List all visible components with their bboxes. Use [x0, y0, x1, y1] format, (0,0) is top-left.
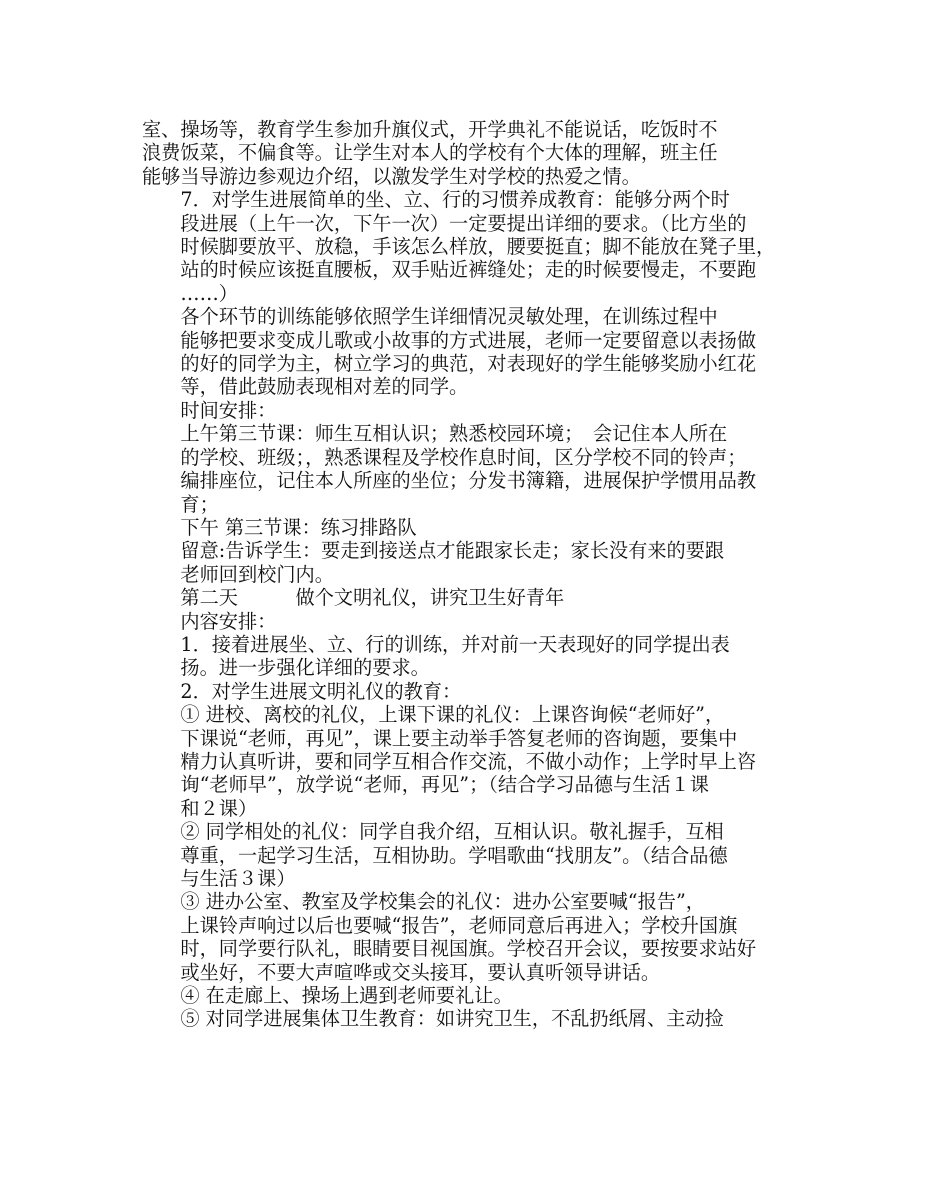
paragraph — [142, 188, 824, 305]
text-line: 询“老师早”，放学说“老师，再见”；（结合学习品德与生活１课 — [180, 773, 709, 797]
text-line: 段进展（上午一次，下午一次）一定要提出详细的要求。（比方坐的 — [180, 211, 747, 235]
text-line: ④ 在走廊上、操场上遇到老师要礼让。 — [180, 984, 513, 1008]
paragraph — [142, 633, 824, 680]
paragraph — [142, 539, 824, 586]
text-line: 编排座位，记住本人所座的坐位；分发书簿籍，进展保护学惯用品教 — [180, 469, 757, 493]
text-line: ① 进校、离校的礼仪，上课下课的礼仪：上课咨询候“老师好”， — [180, 703, 725, 727]
text-line: 浪费饭菜，不偏食等。让学生对本人的学校有个大体的理解，班主任 — [142, 141, 718, 165]
text-line: 7．对学生进展简单的坐、立、行的习惯养成教育：能够分两个时 — [180, 188, 730, 212]
text-line: 上课铃声响过以后也要喊“报告”，老师同意后再进入；学校升国旗 — [180, 913, 738, 937]
text-line: 下午 第三节课：练习排路队 — [180, 515, 417, 539]
text-line: 或坐好，不要大声喧哗或交头接耳，要认真听领导讲话。 — [180, 960, 661, 984]
text-line: 的学校、班级；，熟悉课程及学校作息时间，区分学校不同的铃声； — [180, 445, 747, 469]
text-line: 能够把要求变成儿歌或小故事的方式进展，老师一定要留意以表扬做 — [180, 328, 757, 352]
paragraph — [142, 422, 824, 516]
paragraph — [142, 703, 824, 820]
paragraph — [142, 1007, 824, 1030]
text-line: 扬。进一步强化详细的要求。 — [180, 656, 430, 680]
text-line: 的好的同学为主，树立学习的典范，对表现好的学生能够奖励小红花 — [180, 352, 757, 376]
paragraph — [142, 305, 824, 399]
text-line: 时候脚要放平、放稳，手该怎么样放，腰要挺直；脚不能放在凳子里， — [180, 235, 776, 259]
paragraph — [142, 890, 824, 984]
text-line: 能够当导游边参观边介绍，以激发学生对学校的热爱之情。 — [142, 164, 641, 188]
text-line: ⑤ 对同学进展集体卫生教育：如讲究卫生，不乱扔纸屑、主动捡 — [180, 1007, 724, 1031]
paragraph — [142, 984, 824, 1007]
text-line: 内容安排： — [180, 609, 277, 633]
text-line: 时，同学要行队礼，眼睛要目视国旗。学校召开会议，要按要求站好 — [180, 937, 757, 961]
text-line: 上午第三节课：师生互相认识；熟悉校园环境； 会记住本人所在 — [180, 422, 728, 446]
text-line: 老师回到校门内。 — [180, 562, 334, 586]
text-line: 下课说“老师，再见”，课上要主动举手答复老师的咨询题，要集中 — [180, 726, 738, 750]
text-line: 站的时候应该挺直腰板，双手贴近裤缝处；走的时候要慢走，不要跑 — [180, 258, 757, 282]
text-line: 尊重，一起学习生活，互相协助。学唱歌曲“找朋友”。（结合品德 — [180, 843, 728, 867]
text-line: 室、操场等，教育学生参加升旗仪式，开学典礼不能说话，吃饭时不 — [142, 118, 718, 141]
text-line: 2．对学生进展文明礼仪的教育： — [180, 679, 462, 703]
text-line: ……） — [180, 281, 238, 305]
paragraph — [142, 586, 824, 609]
text-line: 等，借此鼓励表现相对差的同学。 — [180, 375, 469, 399]
text-line: 第二天 做个文明礼仪，讲究卫生好青年 — [180, 586, 565, 610]
text-line: ③ 进办公室、教室及学校集会的礼仪：进办公室要喊“报告”， — [180, 890, 705, 914]
text-line: 留意:告诉学生：要走到接送点才能跟家长走；家长没有来的要跟 — [180, 539, 725, 563]
text-line: 和２课） — [180, 796, 258, 820]
text-line: 与生活３课） — [180, 867, 296, 890]
document-body — [142, 118, 824, 1031]
paragraph — [142, 820, 824, 890]
text-line: ② 同学相处的礼仪：同学自我介绍，互相认识。敬礼握手，互相 — [180, 820, 724, 844]
paragraph — [142, 118, 824, 188]
paragraph — [142, 680, 824, 703]
paragraph — [142, 610, 824, 633]
text-line: 时间安排： — [180, 398, 277, 422]
text-line: 育； — [180, 492, 219, 516]
paragraph — [142, 399, 824, 422]
paragraph — [142, 516, 824, 539]
text-line: 各个环节的训练能够依照学生详细情况灵敏处理，在训练过程中 — [180, 305, 718, 329]
text-line: 1．接着进展坐、立、行的训练，并对前一天表现好的同学提出表 — [180, 632, 730, 656]
text-line: 精力认真听讲，要和同学互相合作交流，不做小动作；上学时早上咨 — [180, 749, 757, 773]
